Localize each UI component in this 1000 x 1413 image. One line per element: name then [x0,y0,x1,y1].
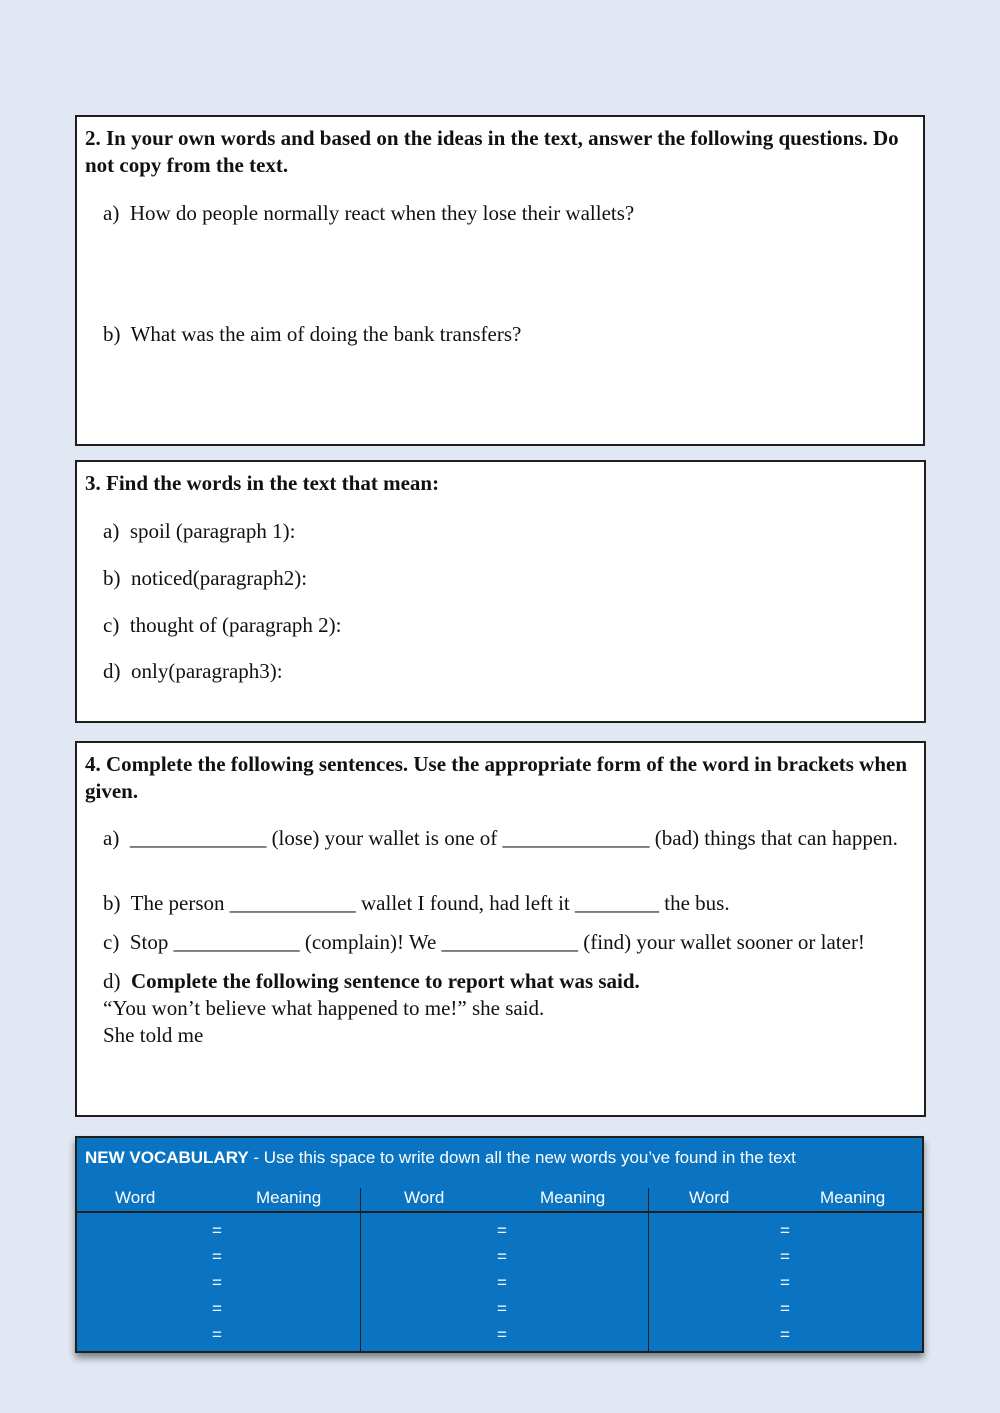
vocab-equals-sign: = [497,1221,507,1240]
item-3a: a) spoil (paragraph 1): [103,519,296,543]
item-4d-prefix: d) [103,969,131,993]
vocab-equals-sign: = [780,1273,790,1292]
item-4c: c) Stop ____________ (complain)! We _____________ (find) your wallet sooner or later! [103,930,865,954]
vocab-equals-sign: = [212,1299,222,1318]
report-start: She told me [103,1023,204,1047]
vocab-equals-sign: = [780,1325,790,1344]
vocab-equals-sign: = [212,1273,222,1292]
vocabulary-panel [75,1136,924,1353]
section-3-title: 3. Find the words in the text that mean: [85,471,440,495]
header-meaning-3: Meaning [820,1188,886,1207]
question-2a: a) How do people normally react when they lose their wallets? [103,201,635,225]
vocabulary-title-bold: NEW VOCABULARY [85,1148,249,1167]
vocab-equals-sign: = [212,1221,222,1240]
section-2-title: 2. In your own words and based on the ideas in the text, answer the following questions. Do not copy from the text. [85,126,899,177]
vocab-equals-sign: = [780,1247,790,1266]
item-4d [103,968,916,995]
header-word-1: Word [115,1188,156,1207]
vocab-equals-sign: = [212,1325,222,1344]
vocabulary-title [85,1147,796,1169]
vocabulary-title-rest: - Use this space to write down all the new words you’ve found in the text [248,1148,796,1167]
vocab-equals-sign: = [497,1273,507,1292]
section-2-box [75,115,925,446]
vocab-equals-sign: = [497,1325,507,1344]
vocab-equals-sign: = [497,1299,507,1318]
header-word-3: Word [689,1188,730,1207]
item-3b: b) noticed(paragraph2): [103,566,308,590]
question-2b: b) What was the aim of doing the bank transfers? [103,322,522,346]
quote-text: “You won’t believe what happened to me!” she said. [103,996,545,1020]
item-3c: c) thought of (paragraph 2): [103,613,342,637]
section-3-box [75,460,926,723]
header-meaning-1: Meaning [256,1188,322,1207]
header-meaning-2: Meaning [540,1188,606,1207]
vocab-equals-sign: = [780,1299,790,1318]
vocab-equals-sign: = [497,1247,507,1266]
item-4d-instruction: Complete the following sentence to report what was said. [131,969,640,993]
section-4-box [75,741,926,1117]
header-divider [77,1211,922,1213]
item-3d: d) only(paragraph3): [103,659,283,683]
item-4a: a) _____________ (lose) your wallet is one of ______________ (bad) things that can happen. [103,826,898,850]
section-4-title: 4. Complete the following sentences. Use the appropriate form of the word in brackets when given. [85,752,908,803]
item-4b: b) The person ____________ wallet I found, had left it ________ the bus. [103,891,730,915]
vocab-equals-sign: = [212,1247,222,1266]
header-word-2: Word [404,1188,445,1207]
vocab-equals-sign: = [780,1221,790,1240]
